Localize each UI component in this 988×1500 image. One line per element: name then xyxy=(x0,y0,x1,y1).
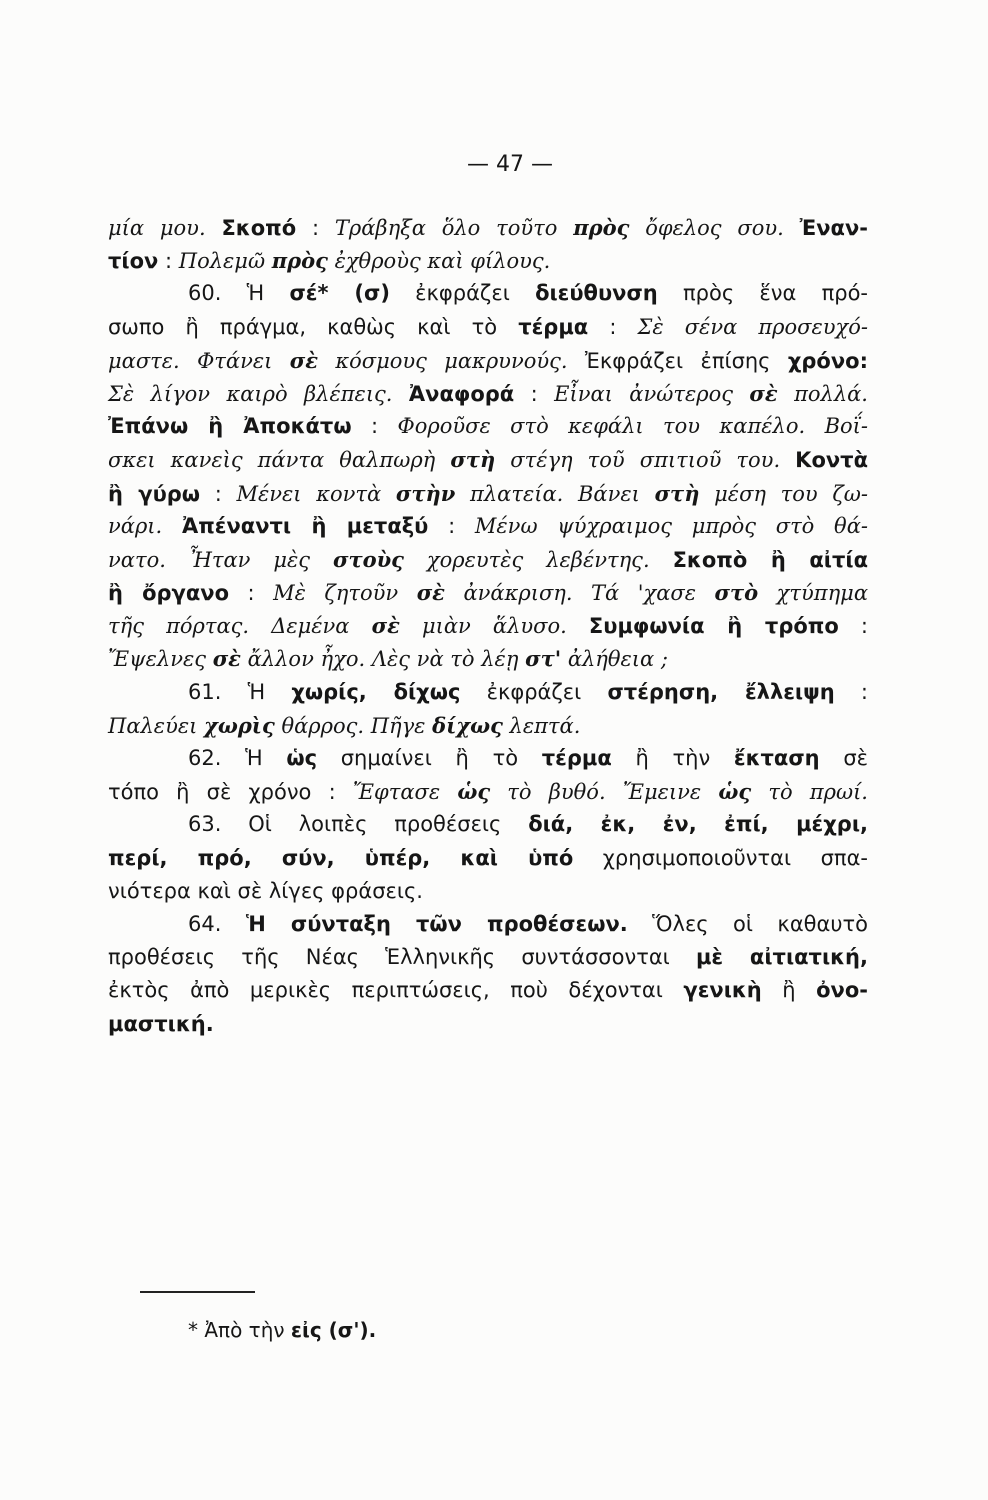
text-run: πρὸς ἕνα πρό- xyxy=(657,281,868,306)
text-run: Ἔφτασε xyxy=(352,780,458,805)
text-run: νάρι. xyxy=(108,513,182,538)
text-run: Ἐκφράζει ἐπίσης xyxy=(584,348,788,373)
text-line xyxy=(108,1008,868,1041)
text-run: Παλεύει xyxy=(108,713,205,738)
text-run: χορευτὲς λεβέντης. xyxy=(403,547,673,572)
page-number: — 47 — xyxy=(467,152,553,177)
text-run: ὡς xyxy=(457,779,491,805)
text-run: Πολεμῶ xyxy=(178,249,272,274)
text-run: ἐχθροὺς καὶ φίλους. xyxy=(327,249,551,274)
text-line xyxy=(108,244,868,277)
text-run: σὲ xyxy=(212,646,241,672)
footnote-rule xyxy=(140,1291,255,1293)
text-line xyxy=(108,842,868,875)
text-run: νατο. Ἦταν μὲς xyxy=(108,547,333,572)
text-run: 63. Οἱ λοιπὲς προθέσεις xyxy=(188,812,529,837)
text-line xyxy=(108,443,868,476)
text-line xyxy=(108,642,868,675)
text-run: Ἐναν- xyxy=(799,216,868,240)
text-run: σωπο ἢ πράγμα, καθὼς καὶ τὸ xyxy=(108,314,519,339)
text-run: : xyxy=(838,614,869,639)
text-line xyxy=(108,211,868,244)
text-run: σκει κανεὶς πάντα θαλπωρὴ xyxy=(108,448,451,473)
text-run: Κοντὰ xyxy=(795,448,869,473)
text-line xyxy=(108,410,868,443)
text-run: στ' xyxy=(525,646,562,672)
text-run: ἐκτὸς ἀπὸ μερικὲς περιπτώσεις, ποὺ δέχονται xyxy=(108,978,684,1003)
text-run: 61. Ἡ xyxy=(188,679,292,704)
text-run: τίον xyxy=(108,249,159,274)
text-run: 64. xyxy=(188,911,246,936)
text-run: Μένω ψύχραιμος μπρὸς στὸ θά- xyxy=(474,513,868,538)
text-run: θάρρος. Πῆγε xyxy=(274,713,433,738)
text-run: Ἡ σύνταξη τῶν προθέσεων. xyxy=(245,911,628,936)
text-run: χωρίς, δίχως xyxy=(291,679,461,704)
text-line xyxy=(108,908,868,941)
text-run: πρὸς xyxy=(271,248,328,274)
text-run: Ἀπέναντι ἢ μεταξύ xyxy=(181,513,429,538)
text-run: χρησιμοποιοῦνται σπα- xyxy=(573,845,868,870)
text-run: : xyxy=(229,581,274,606)
text-run: τὸ πρωί. xyxy=(751,780,868,805)
text-run: : xyxy=(834,679,868,704)
text-run: τέρμα xyxy=(541,746,612,770)
text-line xyxy=(108,344,868,377)
text-run: προθέσεις τῆς Νέας Ἑλληνικῆς συντάσσονται xyxy=(108,945,696,970)
text-run: πλατεία. Βάνει xyxy=(455,481,655,506)
text-line xyxy=(108,543,868,576)
text-run: ἢ ὄργανο xyxy=(108,581,230,606)
text-run: ἀνάκριση. Τά 'χασε xyxy=(444,581,715,606)
text-run: τὸ βυθό. Ἔμεινε xyxy=(490,780,719,805)
text-run: διά, ἐκ, ἐν, ἐπί, μέχρι, xyxy=(528,812,868,837)
text-run: στὴν xyxy=(395,480,456,506)
text-run: : xyxy=(296,216,335,240)
text-line xyxy=(108,277,868,310)
text-run: στὴ xyxy=(654,480,700,506)
text-run: μέση του ζω- xyxy=(699,481,868,506)
text-run: τῆς πόρτας. Δεμένα xyxy=(108,614,372,639)
text-run: : xyxy=(588,314,638,339)
text-run: Σὲ λίγον καιρὸ βλέπεις. xyxy=(108,381,409,406)
text-run: Σκοπό xyxy=(221,216,297,240)
text-line xyxy=(108,609,868,642)
text-run: μιὰν ἅλυσο. xyxy=(399,614,589,639)
text-run: μαστική. xyxy=(108,1011,214,1036)
text-run: κόσμους μακρυνούς. xyxy=(317,348,585,373)
text-line xyxy=(108,377,868,410)
text-run: : xyxy=(200,481,237,506)
footnote-text: * Ἀπὸ τὴν xyxy=(188,1318,291,1342)
text-run: δίχως xyxy=(432,712,503,738)
text-run: σὲ xyxy=(371,613,400,639)
text-run: ὡς xyxy=(718,779,752,805)
text-run: μὲ αἰτιατική, xyxy=(695,945,868,970)
footnote-text-bold: εἰς (σ'). xyxy=(290,1318,377,1342)
text-run: Ἐπάνω ἢ Ἀποκάτω xyxy=(108,414,352,439)
text-run: χρόνο: xyxy=(787,348,868,373)
text-run: σὲ xyxy=(416,580,445,606)
text-run: γενικὴ xyxy=(683,978,762,1003)
text-run: σὲ xyxy=(819,746,868,770)
text-run: σημαίνει ἢ τὸ xyxy=(317,746,542,770)
text-run: περί, πρό, σύν, ὑπέρ, καὶ ὑπό xyxy=(108,845,574,870)
text-run: στὸ xyxy=(714,580,759,606)
text-line xyxy=(108,709,868,742)
text-run: ἄλλον ἦχο. Λὲς νὰ τὸ λέῃ xyxy=(240,647,526,672)
text-run: Μένει κοντὰ xyxy=(236,481,396,506)
text-run: Ἀναφορά xyxy=(408,381,515,406)
text-run: Φοροῦσε στὸ κεφάλι του καπέλο. Βοΐ- xyxy=(397,414,868,439)
text-line xyxy=(108,742,868,775)
text-run: ὀνο- xyxy=(816,978,868,1003)
footnote xyxy=(188,1314,376,1347)
text-line xyxy=(108,510,868,543)
text-run: Σὲ σένα προσευχό- xyxy=(637,314,868,339)
text-run: ὄφελος σου. xyxy=(629,216,800,240)
text-run: στέγη τοῦ σπιτιοῦ του. xyxy=(495,448,796,473)
text-line xyxy=(108,775,868,808)
text-line xyxy=(108,311,868,344)
text-run: ἢ τὴν xyxy=(611,746,734,770)
text-run: πρὸς xyxy=(573,215,630,240)
text-run: τέρμα xyxy=(518,314,589,339)
text-run: Μὲ ζητοῦν xyxy=(273,581,417,606)
text-run: σὲ xyxy=(289,347,318,373)
text-run: 60. Ἡ xyxy=(188,281,290,306)
text-run: : xyxy=(158,249,179,274)
text-run: διεύθυνση xyxy=(535,281,658,306)
text-run: στὴ xyxy=(450,447,496,473)
text-run: Συμφωνία ἢ τρόπο xyxy=(588,614,839,639)
text-run: νιότερα καὶ σὲ λίγες φράσεις. xyxy=(108,878,423,903)
text-run: σὲ xyxy=(749,380,778,406)
text-run: ἔκταση xyxy=(733,746,820,770)
text-run: ἀλήθεια ; xyxy=(561,647,668,672)
text-run: Ὅλες οἱ καθαυτὸ xyxy=(627,911,868,936)
text-run: ὡς xyxy=(286,746,318,770)
text-run: Τράβηξα ὅλο τοῦτο xyxy=(334,216,574,240)
text-run: Εἶναι ἀνώτερος xyxy=(554,381,750,406)
text-run: ἢ xyxy=(761,978,817,1003)
text-run: στοὺς xyxy=(332,546,404,572)
text-line xyxy=(108,576,868,609)
text-run: ἐκφράζει xyxy=(460,679,608,704)
text-line xyxy=(108,941,868,974)
text-line xyxy=(108,875,868,908)
text-run: πολλά. xyxy=(777,381,868,406)
text-run: σέ* (σ) xyxy=(289,281,390,306)
text-run: Ἔψελνες xyxy=(108,647,213,672)
text-run: : xyxy=(514,381,555,406)
page-body xyxy=(108,211,868,1041)
text-run: : xyxy=(351,414,398,439)
text-run: τόπο ἢ σὲ χρόνο : xyxy=(108,780,353,805)
text-run: μία μου. xyxy=(108,216,222,240)
text-run: χτύπημα xyxy=(758,581,869,606)
text-run: Σκοπὸ ἢ αἰτία xyxy=(672,547,868,572)
text-run: : xyxy=(428,513,475,538)
text-line xyxy=(108,808,868,841)
text-run: λεπτά. xyxy=(502,713,581,738)
text-run: στέρηση, ἔλλειψη xyxy=(607,679,835,704)
text-run: ἐκφράζει xyxy=(389,281,536,306)
text-run: χωρὶς xyxy=(204,712,275,738)
text-run: μαστε. Φτάνει xyxy=(108,348,290,373)
text-line xyxy=(108,477,868,510)
text-line xyxy=(108,676,868,709)
text-run: ἢ γύρω xyxy=(108,481,201,506)
text-run: 62. Ἡ xyxy=(188,746,287,770)
text-line xyxy=(108,974,868,1007)
